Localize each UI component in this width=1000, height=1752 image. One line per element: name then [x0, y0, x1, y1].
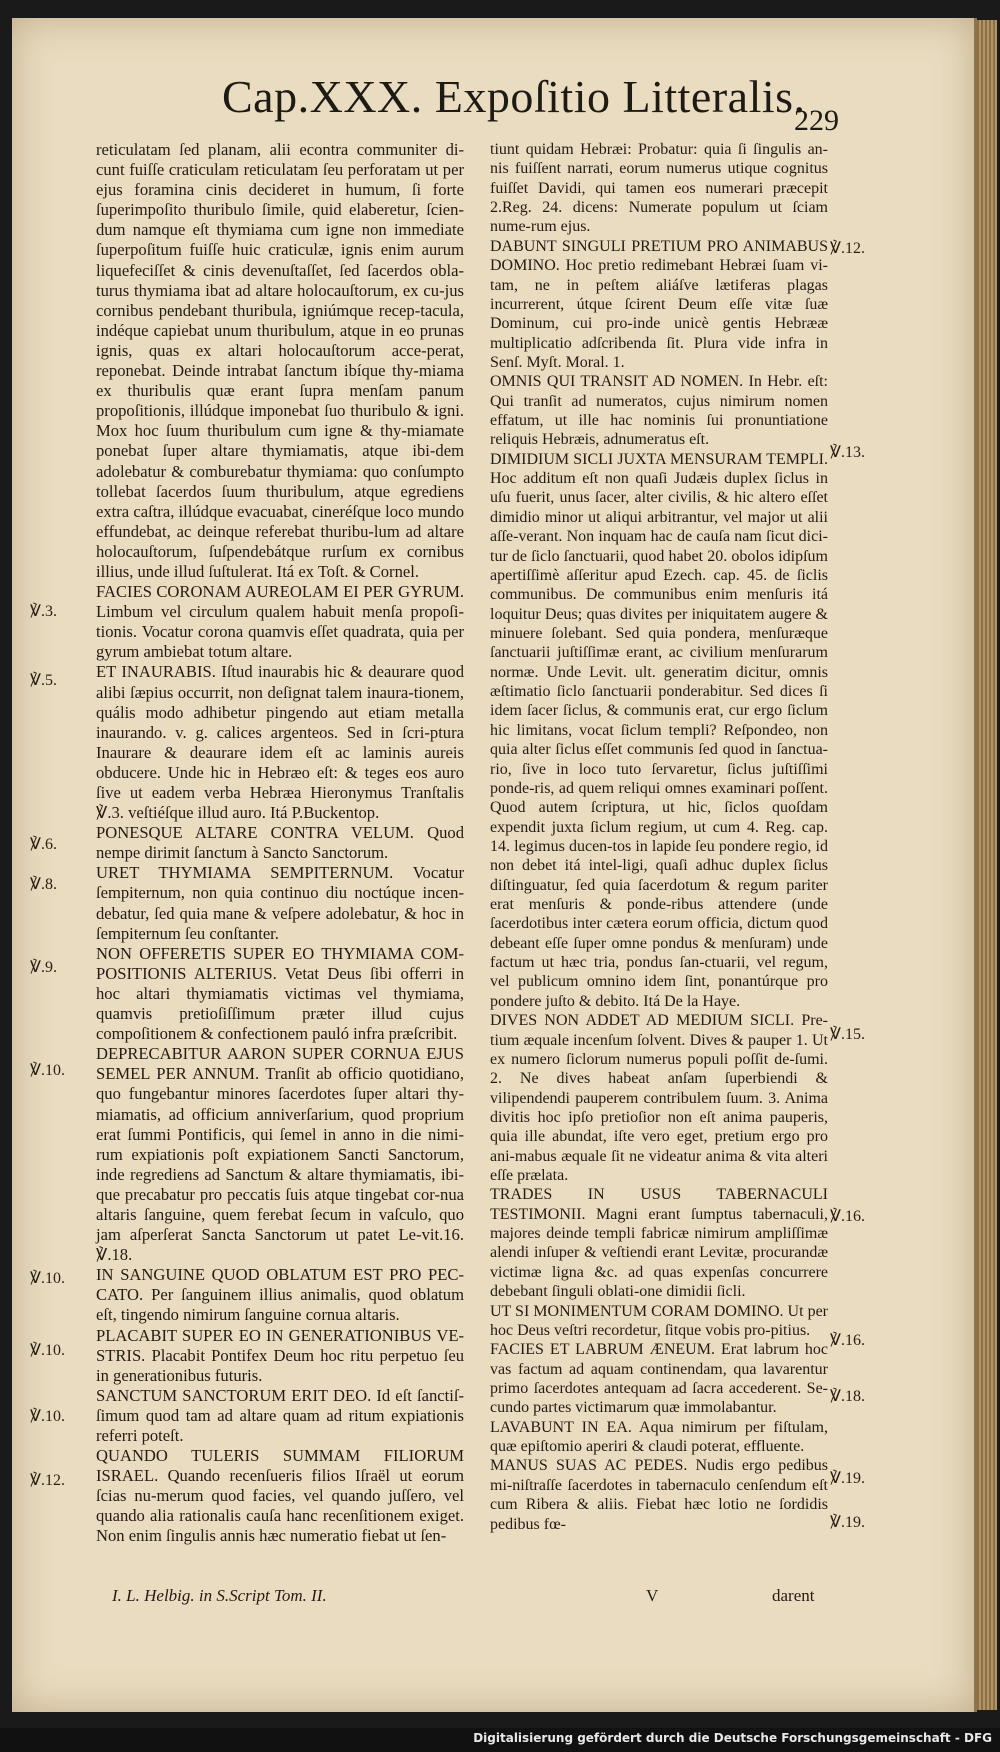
digitization-credit: Digitalisierung gefördert durch die Deutsche Forschungsgemeinschaft - DFG [473, 1731, 992, 1745]
verse-marker: ℣.16. [830, 1332, 865, 1349]
paragraph: MANUS SUAS AC PEDES. Nudis ergo pedibus mi-niſtraſſe ſacerdotes in tabernaculo cenſendum eſt cum Ribera & aliis. Fiebat hæc lotio ne ſordidis pedibus fœ- [490, 1457, 828, 1533]
paragraph: reticulatam ſed planam, alii econtra communiter di-cunt fuiſſe craticulam reticulatam ſeu perforatam ut per ejus foramina cinis decideret in humum, ſi forte ſuperimpoſito thuribulo ſimile, quid elaberetur, ſcien-dum namque eſt thymiama cum igne non immediate ſuperpoſitum fuiſſe huic craticulæ, ignis enim aurum liquefeciſſet & cinis devenuſtaſſet, ſed ſacerdos obla-turus thymiama ibat ad altare holocauſtorum, ex cu-jus cornibus pendebant thuribula, igniúmque recep-tacula, indéque capiebat unum thuribulum, atque in eo prunas ignis, quas ex altari holocauſtorum acce-perat, reponebat. Deinde intrabat ſanctum ibíque thy-miama ex thuribulis quæ erant ſupra menſam panum propoſitionis, illúdque imponebat ſuo thuribulo & igni. Mox hoc ſuum thuribulum cum igne & thy-miamate ponebat ſuper altare thymiamatis, atque ibi-dem adolebatur & comburebatur thymiama: quo conſumpto tollebat ſacerdos ſuum thuribulum, atque egrediens extra caſtra, illúdque evacuabat, cineréſque loco mundo effundebat, ac deinque referebat thuribu-lum ad altare holocauſtorum, ſuſpendebátque rurſum ex cornibus illius, unde illud ſuſtulerat. Itá ex Toſt. & Cornel. [96, 140, 464, 581]
book-page [12, 18, 977, 1712]
paragraph: PLACABIT SUPER EO IN GENERATIONIBUS VE-STRIS. Placabit Pontifex Deum hoc ritu perpetuo ſeu in generationibus futuris. [96, 1325, 464, 1385]
paragraph: FACIES CORONAM AUREOLAM EI PER GYRUM. Limbum vel circulum qualem habuit menſa propoſi-tionis. Vocatur corona quamvis eſſet quadrata, quia per gyrum ambiebat totum altare. [96, 582, 464, 662]
page-edge [975, 20, 997, 1710]
paragraph: NON OFFERETIS SUPER EO THYMIAMA COM-POSITIONIS ALTERIUS. Vetat Deus ſibi offerri in hoc altari thymiamatis victimas vel thymiama, quamvis pretioſiſſimum præter illud cujus compoſitionem & confectionem pauló infra præſcribit. [96, 943, 464, 1044]
catchword: darent [772, 1586, 815, 1605]
paragraph: LAVABUNT IN EA. Aqua nimirum per fiſtulam, quæ epiſtomio aperiri & claudi poterat, effluente. [490, 1418, 828, 1456]
verse-marker: ℣.9. [30, 959, 57, 976]
paragraph: TRADES IN USUS TABERNACULI TESTIMONII. Magni erant ſumptus tabernaculi, majores deinde templi fabricæ nimirum ampliſſimæ alendi inſuper & veſtiendi erant Levitæ, procurandæ victimæ ligna &c. ad quas expenſas concurrere debebant ſinguli oblati-one dimidii ſicli. [490, 1186, 828, 1301]
verse-marker: ℣.5. [30, 672, 57, 689]
verse-marker: ℣.10. [30, 1270, 65, 1287]
paragraph: URET THYMIAMA SEMPITERNUM. Vocatur ſempiternum, non quia continuo diu noctúque incen-debatur, ſed quia mane & veſpere adolebatur, & hoc in ſempiternum ſeu conſtanter. [96, 863, 464, 943]
verse-marker: ℣.3. [30, 603, 57, 620]
verse-marker: ℣.19. [830, 1514, 865, 1531]
verse-marker: ℣.19. [830, 1470, 865, 1487]
verse-marker: ℣.8. [30, 876, 57, 893]
verse-marker: ℣.6. [30, 836, 57, 853]
paragraph: UT SI MONIMENTUM CORAM DOMINO. Ut per hoc Deus veſtri recordetur, ſitque vobis pro-pitius. [490, 1302, 828, 1339]
paragraph: DIMIDIUM SICLI JUXTA MENSURAM TEMPLI. Hoc additum eſt non quaſi Judæis duplex ſiclus in uſu fuerit, unus ſacer, alter civilis, & hic altero eſſet dimidio minor ut aliqui arbitrantur, vel major ut alii aſſe-verant. Non inquam hac de cauſa nam ſicut dici-tur de ſiclo ſanctuarii, quod habet 20. obolos idipſum apertiſſimè aſſeritur apud Ezech. cap. 45. de ſiclis communibus. De communibus enim menſuris itá loquitur Deus; quas divites per iniquitatem augere & minuere ſolebant. Sed quia pondera, menſuræque ſanctuarii juſtiſſimæ erant, ac civilium menſurarum normæ. Unde Levit. ult. generatim dicitur, omnis æſtimatio ſiclo ſanctuarii ponderabitur. Sed dices ſi idem ſacer ſiclus, & communis erat, cur ergo ſiclum hic limitans, vocat ſiclum templi? Reſpondeo, non quia alter ſiclus eſſet communis ſed quod in ſanctua-rio, ſive in loco tuto ſervaretur, ſiclus juſtiſſimi ponde-ris, ad quem reliqui omnes examinari poſſent. Quod autem ſcriptura, ut hic, ſiclos quoſdam expendit juxta ſiclum regium, ut cum 4. Reg. cap. 14. legimus ducen-tos in lapide ſeu pondere regio, id non debet itá intel-ligi, quaſi adhuc duplex ſiclus diſtinguatur, ſed quia ſacerdotum & regum pariter erat menſuris & ponde-ribus attendere (unde ſacerdotibus inter cætera eorum officia, dictum quod debeant eſſe ſuper omne pondus & menſuram) unde factum ut hæc tria, pondus ſan-ctuarii, vel regum, vel publicum omnino idem ſint, ponantúrque pro pondere juſto & debito. Itá De la Haye. [490, 450, 828, 1010]
page-number: 229 [794, 104, 839, 137]
right-column [490, 140, 828, 1534]
verse-marker: ℣.10. [30, 1408, 65, 1425]
verse-marker: ℣.13. [830, 444, 865, 461]
paragraph: OMNIS QUI TRANSIT AD NOMEN. In Hebr. eſt: Qui tranſit ad numeratos, cujus nimirum nomen effatum, ut ille hac nominis ſui pronuntiatione reliquis Hebræis, adnumeratus eſt. [490, 373, 828, 449]
signature-line: I. L. Helbig. in S.Script Tom. II. [112, 1586, 327, 1605]
verse-marker: ℣.12. [30, 1472, 65, 1489]
paragraph: FACIES ET LABRUM ÆNEUM. Erat labrum hoc vas factum ad aquam continendam, qua lavarentur primo ſacerdotes antequam ad ſacra accederent. Se-cundo partes victimarum quæ immolabantur. [490, 1341, 828, 1417]
verse-marker: ℣.15. [830, 1026, 865, 1043]
paragraph: PONESQUE ALTARE CONTRA VELUM. Quod nempe dirimit ſanctum à Sancto Sanctorum. [96, 823, 464, 863]
verse-marker: ℣.10. [30, 1062, 65, 1079]
verse-marker: ℣.16. [830, 1208, 865, 1225]
verse-marker: ℣.12. [830, 240, 865, 257]
paragraph: ET INAURABIS. Iſtud inaurabis hic & deaurare quod alibi ſæpius occurrit, non deſignat talem inaura-tionem, quális modo adhibetur pingendo aut etiam metalla inaurando. v. g. calices argenteos. Sed in ſcri-ptura Inaurare & deaurare idem eſt ac laminis aureis obducere. Unde hic in Hebræo eſt: & teges eos auro ſive ut eadem verba Hebræa Hieronymus Tranſtalis ℣.3. veſtiéſque illud auro. Itá P.Buckentop. [96, 662, 464, 823]
paragraph: IN SANGUINE QUOD OBLATUM EST PRO PEC-CATO. Per ſanguinem illius animalis, quod oblatum eſt, tingendo nimirum ſanguine cornua altaris. [96, 1265, 464, 1325]
paragraph: DIVES NON ADDET AD MEDIUM SICLI. Pre-tium æquale incenſum ſolvent. Dives & pauper 1. Ut ex numero ſiclorum numerus populi poſſit de-ſumi. 2. Ne dives habeat anſam ſuperbiendi & vilipendendi pauperem contribulem ſuum. 3. Anima divitis hoc ipſo pretioſior non eſt anima pauperis, quia ille abundat, iſte vero eget, pretium ergo pro ani-mabus æquale ſit ne videatur anima & vita alteri eſſe prælata. [490, 1012, 828, 1185]
verse-marker: ℣.10. [30, 1342, 65, 1359]
paragraph: SANCTUM SANCTORUM ERIT DEO. Id eſt ſanctiſ-ſimum quod tam ad altare quam ad ritum expiationis referri poteſt. [96, 1385, 464, 1445]
paragraph: tiunt quidam Hebræi: Probatur: quia ſi ſingulis an-nis fuiſſent narrati, eorum numerus utique cognitus fuiſſet Davidi, qui tamen eos numerari præcepit 2.Reg. 24. dicens: Numerate populum ut ſciam nume-rum ejus. [490, 141, 828, 236]
verse-marker: ℣.18. [830, 1388, 865, 1405]
paragraph: QUANDO TULERIS SUMMAM FILIORUM ISRAEL. Quando recenſueris filios Iſraël ut eorum ſcias nu-merum quod facies, vel quando juſſero, vel quando alia rationalis cauſa hanc recenſitionem exiget. Non enim ſingulis annis hæc numeratio fiebat ut ſen- [96, 1446, 464, 1546]
paragraph: DEPRECABITUR AARON SUPER CORNUA EJUS SEMEL PER ANNUM. Tranſit ab officio quotidiano, quo fungebantur minores ſacerdotes ſuper altari thy-miamatis, ad officium anniverſarium, quod proprium erat ſummi Pontificis, qui ſemel in anno in die nimi-rum expiationis poſt expiationem Sancti Sanctorum, inde regrediens ad Sanctum & altare thymiamatis, ibi-que precabatur pro peccatis ſuis atque tingebat cor-nua altaris ſanguine, quem ferebat ſecum in vaſculo, quo jam aſperſerat Sancta Sanctorum ut patet Le-vit.16. ℣.18. [96, 1044, 464, 1265]
left-column [96, 140, 464, 1547]
running-title: Cap.XXX. Expoſitio Litteralis. [222, 71, 806, 122]
paragraph: DABUNT SINGULI PRETIUM PRO ANIMABUS DOMINO. Hoc pretio redimebant Hebræi ſuam vi-tam, ne in peſtem aliáſve lætiferas plagas incurrerent, útque ſcirent Deum eſſe vitæ ſuæ Dominum, cui pro-inde unicè gentis Hebrææ multiplicatio adſcribenda ſit. Plura vide infra in Senſ. Myſt. Moral. 1. [490, 237, 828, 371]
page-header [12, 60, 974, 140]
gathering-signature: V [646, 1586, 659, 1605]
